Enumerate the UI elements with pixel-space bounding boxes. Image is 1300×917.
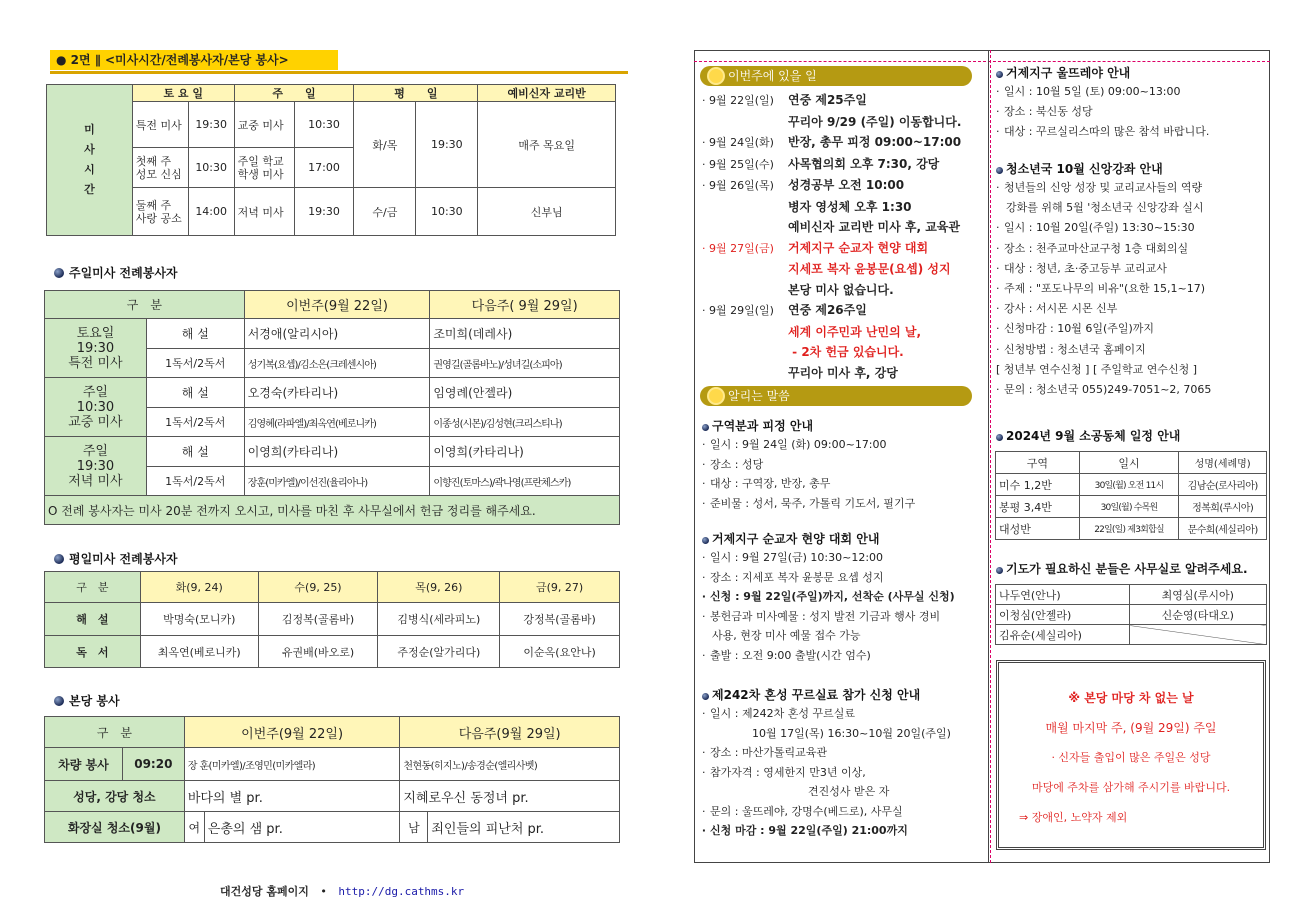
sat-mass-1: 특전 미사 (132, 102, 188, 148)
week-event-line (702, 217, 986, 238)
week-event-text: 예비신자 교리반 미사 후, 교육관 (788, 220, 960, 234)
week-event-line: ‧ 9월 22일(일) 연중 제25주일 (702, 93, 867, 107)
mass-time-table (46, 84, 616, 236)
list-item: ‧ 장소 : 성당 (702, 457, 764, 471)
cate-2: 신부님 (478, 188, 616, 236)
sun-this: 김영혜(라파엘)/최옥연(베로니카) (244, 408, 430, 437)
sun-this: 서경애(알리시아) (244, 319, 430, 349)
list-item: ‧ 주제 : "포도나무의 비유"(요한 15,1~17) (996, 282, 1205, 296)
week-event-line: ‧ 9월 25일(수) 사목협의회 오후 7:30, 강당 (702, 156, 940, 171)
weekday-servers-title (54, 550, 178, 567)
week-event-text: 병자 영성체 오후 1:30 (788, 199, 912, 214)
week-event-line: ‧ 9월 27일(금) 거제지구 순교자 현양 대회 (702, 240, 929, 255)
list-item: ‧ 신청마감 : 10월 6일(주일)까지 (996, 322, 1155, 336)
list-item: ‧ 일시 : 10월 5일 (토) 09:00~13:00 (996, 85, 1181, 98)
parking-line: ⇒ 장애인, 노약자 제외 (1019, 811, 1128, 824)
wk-r1-3: 김병식(세라피노) (378, 603, 500, 636)
left-header (50, 50, 338, 70)
prayer-name: 김유순(세실리아) (996, 625, 1130, 645)
prayer-name: 나두연(안나) (996, 585, 1130, 605)
wk-r1-1: 박명숙(모니카) (140, 603, 258, 636)
sun-mass-3: 저녁 미사 (234, 188, 294, 236)
wk-r1-0: 해 설 (45, 603, 141, 636)
week-day-1: 화/목 (354, 102, 416, 188)
footer (220, 883, 464, 899)
sat-time-1: 19:30 (188, 102, 234, 148)
sun-role: 1독서/2독서 (146, 349, 244, 378)
sun-role: 해 설 (146, 319, 244, 349)
wk-head-0: 구 분 (45, 572, 141, 603)
list-item: ‧ 출발 : 오전 9:00 출발(시간 엄수) (702, 648, 871, 662)
prayer-name: 최영심(루시아) (1129, 585, 1267, 605)
sun-next: 임영례(안젤라) (430, 378, 620, 408)
ultreya-title: 거제지구 울뜨레야 안내 (1006, 66, 1131, 80)
sun-next: 이향진(토마스)/곽나영(프란체스카) (430, 467, 620, 496)
cate-1: 매주 목요일 (478, 102, 616, 188)
youth-title: 청소년국 10월 신앙강좌 안내 (1006, 162, 1163, 176)
mass-head-sat: 토 요 일 (132, 85, 234, 102)
bullet-icon (702, 693, 709, 700)
week-event-text: 세계 이주민과 난민의 날, (788, 324, 922, 339)
list-item: ‧ 장소 : 지세포 복자 윤봉문 요셉 성지 (702, 570, 884, 584)
list-item: ‧ 준비물 : 성서, 묵주, 가톨릭 기도서, 필기구 (702, 496, 916, 510)
sun-head-next: 다음주( 9월 29일) (430, 291, 620, 319)
sun-mass-1: 교중 미사 (234, 102, 294, 148)
sgd-name: 문수희(세실리아) (1179, 518, 1267, 540)
week-event-text: 사목협의회 오후 7:30, 강당 (788, 156, 940, 171)
week-event-text: 지세포 복자 윤봉문(요셉) 성지 (788, 262, 951, 276)
week-event-line: ‧ 9월 26일(목) 성경공부 오전 10:00 (702, 178, 905, 192)
wk-r2-0: 독 서 (45, 636, 141, 668)
sun-role: 해 설 (146, 378, 244, 408)
sgd-title (996, 427, 1180, 444)
sun-this: 성기복(요셉)/김소은(크레센시아) (244, 349, 430, 378)
notice-pill-label: 알리는 말씀 (728, 389, 790, 403)
list-item: ‧ 대상 : 구역장, 반장, 총무 (702, 477, 831, 490)
footer-dot: • (320, 885, 327, 898)
sunday-servers-title (54, 264, 178, 281)
parking-box (996, 660, 1266, 850)
list-item: 견진성사 받은 자 (808, 785, 890, 798)
sgd-area: 대성반 (996, 518, 1080, 540)
sgd-date: 30일(월) 오전 11시 (1079, 474, 1179, 496)
wk-r1-2: 김정복(골롬바) (258, 603, 378, 636)
list-item: ‧ 일시 : 9월 24일 (화) 09:00~17:00 (702, 438, 887, 451)
week-event-text: 본당 미사 없습니다. (788, 282, 894, 297)
ps-head-next: 다음주(9월 29일) (400, 717, 620, 748)
list-item: ‧ 문의 : 울뜨레야, 강명수(베드로), 사무실 (702, 804, 903, 818)
notice-3-title: 제242차 혼성 꾸르실료 참가 신청 안내 (712, 688, 921, 702)
mass-side-label: 미 사 시 간 (47, 85, 133, 236)
list-item: ‧ 문의 : 청소년국 055)249-7051~2, 7065 (996, 383, 1212, 397)
parking-line: 마당에 주차를 삼가해 주시기를 바랍니다. (1031, 781, 1231, 794)
list-item: ‧ 일시 : 10월 20일(주일) 13:30~15:30 (996, 221, 1195, 235)
bullet-icon (54, 268, 64, 278)
parking-line: ※ 본당 마당 차 없는 날 (1068, 691, 1194, 705)
sunday-servers-title-text: 주일미사 전례봉사자 (69, 266, 178, 280)
week-event-line: ‧ 9월 24일(화) 반장, 총무 피정 09:00~17:00 (702, 135, 962, 149)
footer-label: 대건성당 홈페이지 (220, 885, 309, 898)
sun-role: 1독서/2독서 (146, 408, 244, 437)
sun-role: 1독서/2독서 (146, 467, 244, 496)
list-item: [ 청년부 연수신청 ] [ 주일학교 연수신청 ] (996, 362, 1198, 376)
this-week-pill (700, 66, 972, 86)
sun-time-3: 19:30 (294, 188, 354, 236)
sun-icon (709, 69, 723, 83)
list-item: ‧ 대상 : 청년, 초·중고등부 교리교사 (996, 261, 1167, 275)
notice-1 (702, 417, 986, 513)
list-item: 10월 17일(목) 16:30~10월 20일(주일) (752, 726, 951, 740)
parking-line: 매월 마지막 주, (9월 29일) 주일 (1045, 721, 1217, 735)
ps-head-this: 이번주(9월 22일) (184, 717, 400, 748)
footer-url[interactable]: http://dg.cathms.kr (338, 885, 465, 898)
wk-r2-1: 최옥연(베로니카) (140, 636, 258, 668)
list-item: ‧ 강사 : 서시몬 시몬 신부 (996, 302, 1118, 316)
left-header-text: ● 2면 ∥ <미사시간/전례봉사자/본당 봉사> (56, 53, 289, 67)
sun-next: 조미희(데레사) (430, 319, 620, 349)
sun-group-name: 주일 10:30 교중 미사 (45, 378, 147, 437)
week-event-line: ‧ 9월 29일(일) 연중 제26주일 (702, 303, 867, 317)
wk-r2-4: 이순옥(요안나) (500, 636, 620, 668)
sgd-area: 미수 1,2반 (996, 474, 1080, 496)
week-event-line (702, 112, 986, 133)
parish-service-title-text: 본당 봉사 (69, 694, 120, 708)
list-item: 강화를 위해 5월 '청소년국 신앙강좌 실시 (1006, 201, 1204, 215)
right-top-dashed (694, 61, 1270, 62)
sun-this: 오경숙(카타리나) (244, 378, 430, 408)
week-event-line (702, 197, 986, 218)
parish-service-title (54, 692, 120, 709)
ps-church-this: 바다의 별 pr. (184, 781, 400, 812)
week-event-line (702, 280, 986, 301)
sun-group-name: 토요일 19:30 특전 미사 (45, 319, 147, 378)
week-day-2: 수/금 (354, 188, 416, 236)
week-event-date: 9월 25일(수) (709, 157, 774, 171)
bullet-icon (996, 567, 1003, 574)
ps-head-kind: 구 분 (45, 717, 185, 748)
sun-icon (709, 389, 723, 403)
bullet-icon (996, 167, 1003, 174)
bullet-icon (996, 434, 1003, 441)
ps-toilet-this: 은총의 샘 pr. (204, 812, 400, 843)
sat-mass-3: 둘째 주 사랑 공소 (132, 188, 188, 236)
sun-head-this: 이번주(9월 22일) (244, 291, 430, 319)
week-event-date: 9월 27일(금) (709, 241, 774, 255)
week-time-2: 10:30 (416, 188, 478, 236)
notice-pill (700, 386, 972, 406)
list-item: ‧ 장소 : 천주교마산교구청 1층 대회의실 (996, 241, 1189, 255)
ps-car-time: 09:20 (122, 748, 184, 781)
mass-head-week: 평 일 (354, 85, 478, 102)
sun-group-name: 주일 19:30 저녁 미사 (45, 437, 147, 496)
sat-time-3: 14:00 (188, 188, 234, 236)
sun-time-2: 17:00 (294, 148, 354, 188)
wk-head-3: 목(9, 26) (378, 572, 500, 603)
sgd-name: 김남순(로사리아) (1179, 474, 1267, 496)
list-item: ‧ 대상 : 꾸르실리스따의 많은 참석 바랍니다. (996, 125, 1210, 138)
list-item: ‧ 신청 마감 : 9월 22일(주일) 21:00까지 (702, 824, 908, 837)
week-event-date: 9월 24일(화) (709, 136, 774, 149)
ps-car-label: 차량 봉사 (45, 748, 123, 781)
sgd-date: 30일(월) 수목원 (1079, 496, 1179, 518)
notice-2-title: 거제지구 순교자 현양 대회 안내 (712, 532, 880, 546)
wk-r2-3: 주정순(알가리다) (378, 636, 500, 668)
ultreya (996, 64, 1268, 142)
prayer-name: 신순영(타대오) (1129, 605, 1267, 625)
sun-mass-2: 주일 학교 학생 미사 (234, 148, 294, 188)
right-divider-dash (990, 50, 991, 863)
ps-car-next: 천현동(히지노)/송경순(엘리사벳) (400, 748, 620, 781)
bullet-icon (996, 71, 1003, 78)
bullet-icon (54, 696, 64, 706)
week-event-text: 꾸리아 9/29 (주일) 이동합니다. (788, 114, 962, 129)
youth (996, 160, 1268, 400)
weekday-servers-title-text: 평일미사 전례봉사자 (69, 552, 178, 566)
mass-head-cate: 예비신자 교리반 (478, 85, 616, 102)
prayer-title (996, 560, 1248, 577)
list-item: ‧ 일시 : 제242차 혼성 꾸르실료 (702, 707, 855, 720)
sgd-name: 정복희(루시아) (1179, 496, 1267, 518)
sgd-head-1: 일시 (1079, 452, 1179, 474)
bullet-icon (702, 424, 709, 431)
sun-time-1: 10:30 (294, 102, 354, 148)
sun-role: 해 설 (146, 437, 244, 467)
wk-head-2: 수(9, 25) (258, 572, 378, 603)
sun-this: 이영희(카타리나) (244, 437, 430, 467)
week-event-text: 연중 제26주일 (788, 303, 867, 317)
notice-2 (702, 530, 986, 665)
sgd-head-2: 성명(세례명) (1179, 452, 1267, 474)
prayer-title-text: 기도가 필요하신 분들은 사무실로 알려주세요. (1006, 562, 1248, 576)
wk-r1-4: 강정복(골롬바) (500, 603, 620, 636)
left-header-rule (50, 71, 628, 74)
list-item: ‧ 봉헌금과 미사예물 : 성지 발전 기금과 행사 경비 (702, 609, 941, 623)
parking-line: · 신자들 출입이 많은 주일은 성당 (1051, 751, 1211, 764)
sunday-note: O 전례 봉사자는 미사 20분 전까지 오시고, 미사를 마친 후 사무실에서 헌금 정리를 해주세요. (45, 496, 620, 525)
list-item: ‧ 일시 : 9월 27일(금) 10:30~12:00 (702, 551, 884, 564)
ps-church-label: 성당, 강당 청소 (45, 781, 185, 812)
sat-mass-2: 첫째 주 성모 신심 (132, 148, 188, 188)
week-time-1: 19:30 (416, 102, 478, 188)
sgd-area: 봉평 3,4반 (996, 496, 1080, 518)
week-event-text: 연중 제25주일 (788, 93, 867, 107)
ps-toilet-m: 남 (400, 812, 428, 843)
list-item: ‧ 신청 : 9월 22일(주일)까지, 선착순 (사무실 신청) (702, 590, 955, 603)
week-event-text: 성경공부 오전 10:00 (788, 178, 905, 192)
sgd-title-text: 2024년 9월 소공동체 일정 안내 (1006, 429, 1181, 443)
sun-next: 권영길(골롬바노)/성녀길(소피아) (430, 349, 620, 378)
sgd-head-0: 구역 (996, 452, 1080, 474)
ps-car-this: 장 훈(미카엘)/조영민(미카엘라) (184, 748, 400, 781)
sun-this: 장훈(미카엘)/이선진(율리아나) (244, 467, 430, 496)
mass-head-sun: 주 일 (234, 85, 354, 102)
sun-next: 이종성(시몬)/김성현(크리스티나) (430, 408, 620, 437)
week-event-line (702, 259, 986, 280)
prayer-name: 이청심(안젤라) (996, 605, 1130, 625)
week-event-text: 거제지구 순교자 현양 대회 (788, 240, 929, 255)
this-week-pill-label: 이번주에 있을 일 (728, 69, 817, 83)
wk-r2-2: 유권배(바오로) (258, 636, 378, 668)
list-item: ‧ 장소 : 북신동 성당 (996, 105, 1093, 118)
sunday-servers-table (44, 290, 620, 525)
week-event-text: 반장, 총무 피정 09:00~17:00 (788, 135, 962, 149)
ps-toilet-f: 여 (184, 812, 204, 843)
ps-toilet-next: 죄인들의 피난처 pr. (428, 812, 620, 843)
sat-time-2: 10:30 (188, 148, 234, 188)
week-event-date: 9월 22일(일) (709, 94, 774, 107)
notice-1-title: 구역분과 피정 안내 (712, 419, 814, 433)
prayer-table (995, 584, 1267, 645)
wk-head-1: 화(9, 24) (140, 572, 258, 603)
wk-head-4: 금(9, 27) (500, 572, 620, 603)
right-divider (988, 50, 989, 863)
sun-head-kind: 구 분 (45, 291, 245, 319)
sun-next: 이영희(카타리나) (430, 437, 620, 467)
sgd-date: 22일(일) 제3회합실 (1079, 518, 1179, 540)
list-item: ‧ 신청방법 : 청소년국 홈페이지 (996, 342, 1146, 356)
list-item: ‧ 청년들의 신앙 성장 및 교리교사들의 역량 (996, 181, 1203, 194)
list-item: ‧ 장소 : 마산가톨릭교육관 (702, 746, 827, 759)
week-event-date: 9월 26일(목) (709, 179, 774, 192)
weekday-servers-table (44, 571, 620, 668)
week-event-line (702, 322, 986, 343)
list-item: ‧ 참가자격 : 영세한지 만3년 이상, (702, 765, 866, 779)
notice-3 (702, 686, 986, 841)
week-event-text: - 2차 헌금 있습니다. (788, 345, 904, 359)
week-event-line (702, 342, 986, 363)
week-event-line (702, 363, 986, 384)
week-events (702, 90, 986, 383)
parish-service-table (44, 716, 620, 843)
week-event-text: 꾸리아 미사 후, 강당 (788, 365, 898, 380)
week-event-date: 9월 29일(일) (709, 304, 774, 317)
ps-church-next: 지혜로우신 동정녀 pr. (400, 781, 620, 812)
sgd-table (995, 451, 1267, 540)
bullet-icon (54, 554, 64, 564)
list-item: 사용, 현장 미사 예물 접수 가능 (712, 629, 861, 642)
prayer-name (1129, 625, 1267, 645)
bullet-icon (702, 537, 709, 544)
ps-toilet-label: 화장실 청소(9월) (45, 812, 185, 843)
